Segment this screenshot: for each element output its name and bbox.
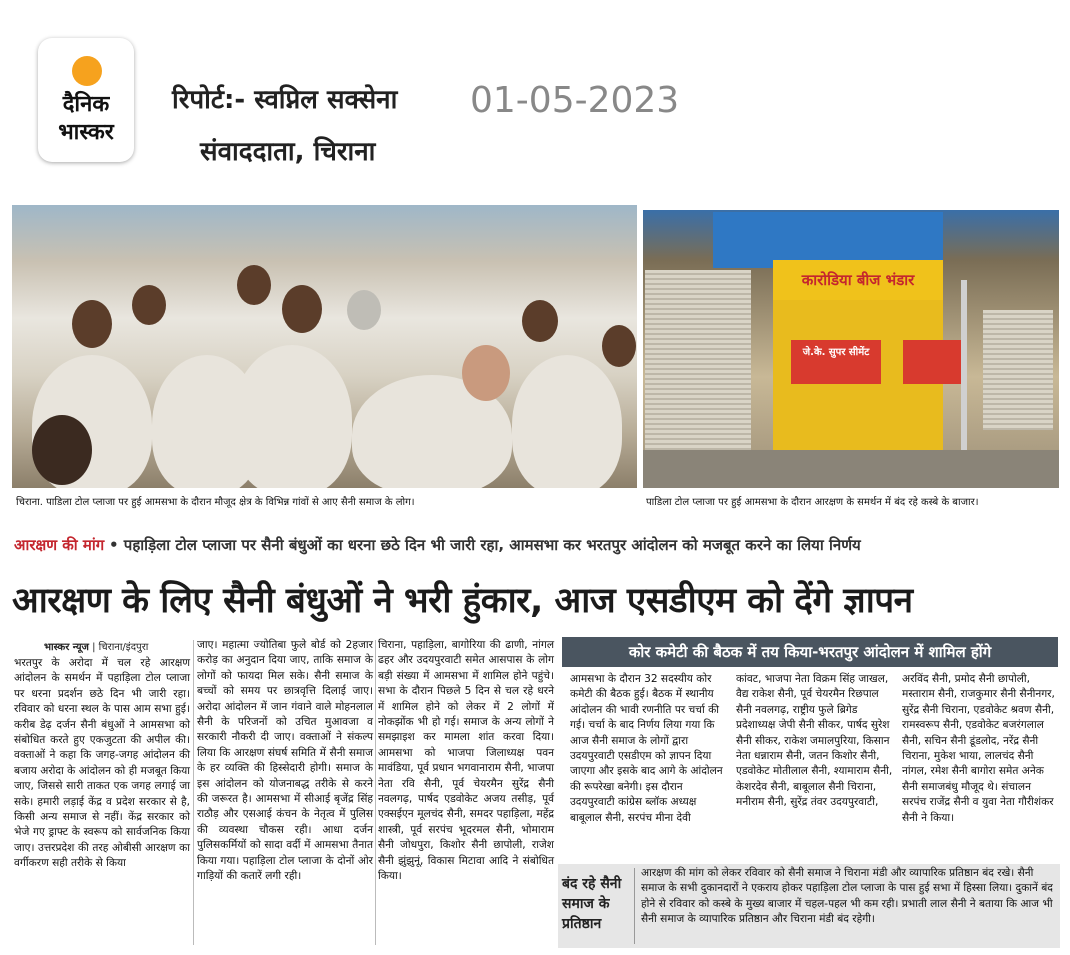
article-column-3: चिराना, पहाड़िला, बागोरिया की ढाणी, नांगल ढहर और उदयपुरवाटी समेत आसपास के लोग बड़ी संख्या में आमसभा में शामिल होने पहुंचे। सभा के दौरान पिछले 5 दिन से चल रहे धरने में शामिल होने को लेकर में 2 लोगों में नोकझोंक भी हो गई। समाज के अन्य लोगों ने समझाइश कर मामला शांत करवा दिया। आमसभा को भाजपा जिलाध्यक्ष पवन मावंडिया, पूर्व प्रधान भगवानाराम सैनी, भाजपा नेता रवि सैनी, पूर्व चेयरमैन सुरेंद्र सैनी नवलगढ़, पार्षद एडवोकेट अजय तसीड़, पूर्व एक्सईएन मूलचंद सैनी, समदर पहाड़िला, महेंद्र शास्त्री, पूर्व सरपंच भूदरमल सैनी, भोमाराम सैनी जोधपुरा, किशोर सैनी छापोली, राजेश सैनी झुंझुनूं, विकास मिटावा आदि ने संबोधित किया।	[378, 639, 554, 883]
committee-column-3: अरविंद सैनी, प्रमोद सैनी छापोली, मस्ताराम सैनी, राजकुमार सैनी सैनीनगर, सुरेंद्र सैनी चिराना, एडवोकेट श्रवण सैनी, रामस्वरूप सैनी, एडवोकेट बजरंगलाल सैनी, सचिन सैनी डूंडलोद, नरेंद्र सैनी चिराना, मुकेश भाया, लालचंद सैनी नांगल, रमेश सैनी बागोरा समेत अनेक सैनी समाजबंधु मौजूद थे। संचालन सरपंच राजेंद्र सैनी व युवा नेता गौरीशंकर सैनी ने किया।	[902, 673, 1055, 824]
committee-column-2: कांवट, भाजपा नेता विक्रम सिंह जाखल, वैद्य राकेश सैनी, पूर्व चेयरमैन रिछपाल सैनी नवलगढ़, राष्ट्रीय फुले ब्रिगेड प्रदेशाध्यक्ष जेपी सैनी सीकर, पार्षद सुरेश सैनी सीकर, राकेश जमालपुरिया, किसान नेता धन्नाराम सैनी, जतन किशोर सैनी, एडवोकेट मोतीलाल सैनी, श्यामाराम सैनी, केशरदेव सैनी, बाबूलाल सैनी चिराना, मनीराम सैनी, सुरेंद्र तंवर उदयपुरवाटी,	[736, 673, 893, 809]
logo-line1: दैनिक	[62, 92, 110, 117]
logo-line2: भास्कर	[58, 120, 114, 145]
market-photo	[643, 210, 1059, 488]
shutter-ad: जे.के. सुपर सीमेंट	[791, 340, 881, 384]
closed-shops-text: आरक्षण की मांग को लेकर रविवार को सैनी समाज ने चिराना मंडी और व्यापारिक प्रतिष्ठान बंद रखे। सैनी समाज के सभी दुकानदारों ने एकराय होकर पहाड़िला टोल प्लाजा के पास हुई सभा में हिस्सा लिया। दुकानें बंद होने से रविवार को कस्बे के मुख्य बाजार में चहल-पहल भी कम रही। प्रभाती लाल सैनी ने बताया कि आज भी सैनी समाज के व्यापारिक प्रतिष्ठान और चिराना मंडी बंद रहेगी।	[641, 867, 1053, 926]
crowd-photo	[12, 205, 637, 488]
market-photo-caption: पाडिला टोल प्लाजा पर हुई आमसभा के दौरान आरक्षण के समर्थन में बंद रहे कस्बे के बाजार।	[646, 497, 979, 508]
report-date: 01-05-2023	[470, 80, 680, 121]
kicker-label: आरक्षण की मांग	[14, 536, 105, 554]
article-column-1: भरतपुर के अरोदा में चल रहे आरक्षण आंदोलन के समर्थन में पहाड़िला टोल प्लाजा पर धरना प्रदर्शन छठे दिन भी जारी रहा। रविवार को धरना स्थल के पास आम सभा हुई। करीब डेढ़ दर्जन सैनी बंधुओं ने आमसभा को संबोधित करते हुए एकजुटता की अपील की। वक्ताओं ने कहा कि जगह-जगह आंदोलन की बजाय अरोदा के आंदोलन को ही मजबूत किया जाए, जिससे सारी ताकत एक जगह लगाई जा सके। हमारी लड़ाई केंद्र व प्रदेश सरकार से है, किसी अन्य समाज से नहीं। केंद्र सरकार को भेजे गए ड्राफ्ट के स्वरूप को सार्वजनिक किया जाए। उत्तरप्रदेश की तरह ओबीसी आरक्षण का वर्गीकरण सही तरीके से किया	[14, 657, 190, 870]
reporter-role: संवाददाता, चिराना	[200, 137, 376, 167]
reporter-name: रिपोर्ट:- स्वप्निल सक्सेना	[172, 85, 398, 115]
committee-column-1: आमसभा के दौरान 32 सदस्यीय कोर कमेटी की बैठक हुई। बैठक में स्थानीय आंदोलन की भावी रणनीति पर चर्चा की गई। चर्चा के बाद निर्णय लिया गया कि आज सैनी समाज के लोगों द्वारा उदयपुरवाटी एसडीएम को ज्ञापन दिया जाएगा और इसके बाद आगे के आंदोलन की रूपरेखा बनेगी। इस दौरान उदयपुरवाटी कांग्रेस ब्लॉक अध्यक्ष बाबूलाल सैनी, सरपंच मीना देवी	[570, 673, 723, 824]
kicker	[14, 535, 861, 555]
kicker-text: • पहाड़िला टोल प्लाजा पर सैनी बंधुओं का धरना छठे दिन भी जारी रहा, आमसभा कर भरतपुर आंदोलन को मजबूत करने का लिया निर्णय	[109, 536, 861, 554]
article-column-2: जाए। महात्मा ज्योतिबा फुले बोर्ड को 2हजार करोड़ का अनुदान दिया जाए, ताकि समाज के लोगों को फायदा मिल सके। सैनी समाज के बच्चों को समय पर छात्रवृत्ति दिलाई जाए। अरोदा आंदोलन में जान गंवाने वाले मोहनलाल सैनी के परिजनों को उचित मुआवजा व सरकारी नौकरी दी जाए। वक्ताओं ने संकल्प लिया कि आरक्षण संघर्ष समिति में सैनी समाज के हर व्यक्ति की हिस्सेदारी होगी। समाज के इस आंदोलन को योजनाबद्ध तरीके से करने की जरूरत है। आमसभा में सीआई बृजेंद्र सिंह राठौड़ और एसआई कंचन के नेतृत्व में पुलिस की व्यवस्था चौकस रही। आधा दर्जन पुलिसकर्मियों को सादा वर्दी में आमसभा तैनात किया गया। पहाड़िला टोल प्लाजा के दोनों ओर गाड़ियों की कतारें लगी रही।	[197, 639, 373, 883]
closed-shops-label: बंद रहे सैनी समाज के प्रतिष्ठान	[562, 876, 622, 932]
crowd-photo-caption: चिराना. पाडिला टोल प्लाजा पर हुई आमसभा के दौरान मौजूद क्षेत्र के विभिन्न गांवों से आए सैनी समाज के लोग।	[16, 497, 415, 508]
byline-source: भास्कर न्यूज	[44, 642, 89, 653]
byline	[44, 639, 148, 653]
byline-place: | चिराना/इंदपुरा	[88, 642, 149, 653]
core-committee-heading: कोर कमेटी की बैठक में तय किया-भरतपुर आंदोलन में शामिल होंगे	[562, 637, 1058, 667]
headline: आरक्षण के लिए सैनी बंधुओं ने भरी हुंकार, आज एसडीएम को देंगे ज्ञापन	[12, 581, 913, 621]
dainik-bhaskar-logo	[38, 38, 134, 162]
sun-icon	[72, 56, 102, 86]
shop-sign-text: कारोडिया बीज भंडार	[801, 271, 915, 289]
